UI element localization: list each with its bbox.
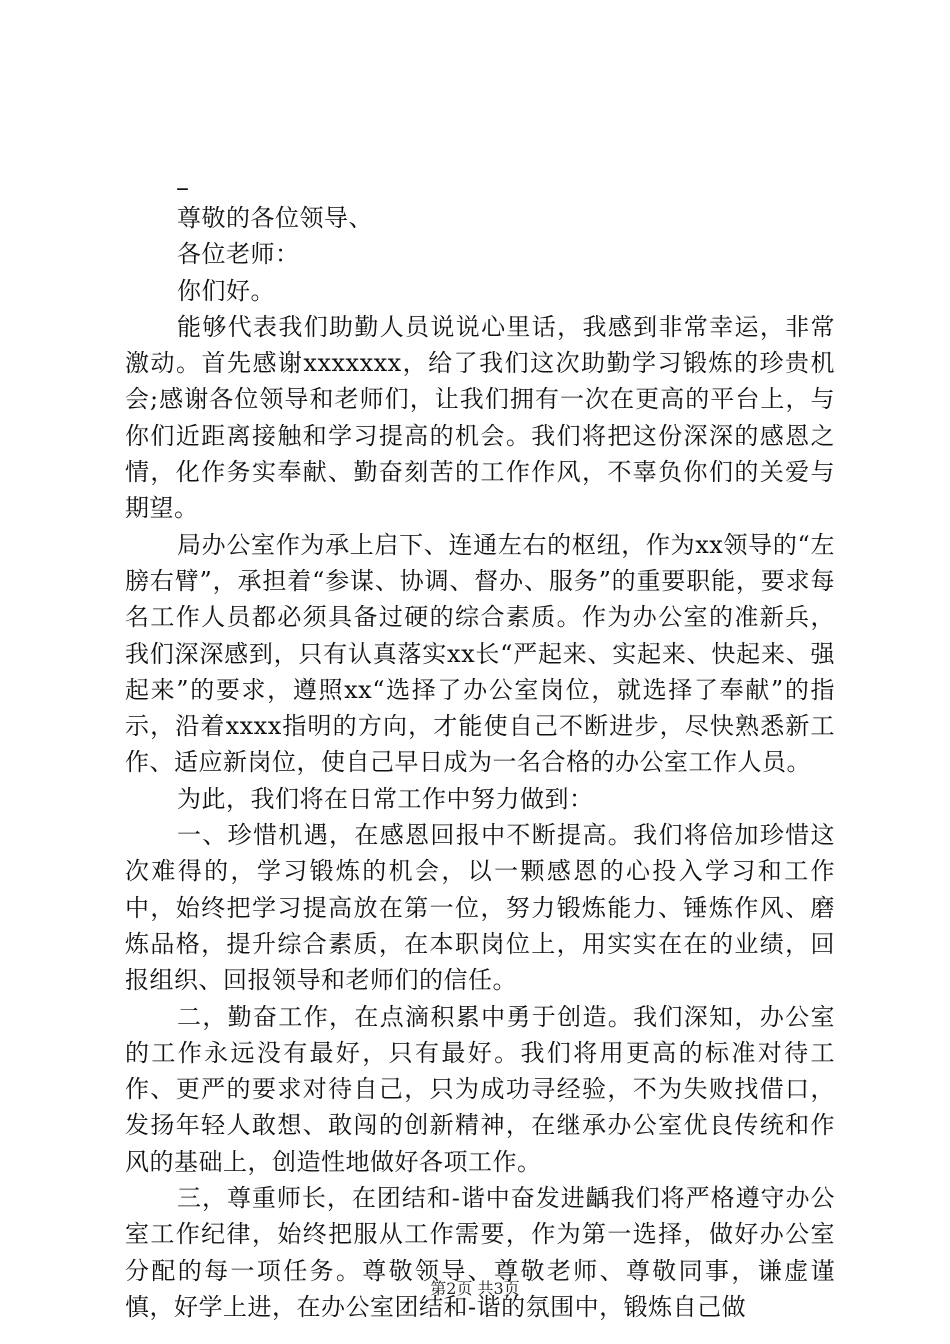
salutation-leaders: 尊敬的各位领导、 [177, 204, 373, 232]
header-dash: – [176, 173, 189, 203]
paragraph-point-three: 三，尊重师长，在团结和-谐中奋发进齲我们将严格遵守办公室工作纪律，始终把服从工作需要，作为第一选择，做好办公室分配的每一项任务。尊敬领导、尊敬老师、尊敬同事，谦虚谨慎，好学上进，在办公室团结和-谐的氛围中，锻炼自己做 [125, 1184, 835, 1321]
document-body [125, 200, 835, 1325]
paragraph-point-two: 二，勤奋工作，在点滴积累中勇于创造。我们深知，办公室的工作永远没有最好，只有最好。我们将用更高的标准对待工作、更严的要求对待自己，只为成功寻经验，不为失败找借口，发扬年轻人敢想、敢闯的创新精神，在继承办公室优良传统和作风的基础上，创造性地做好各项工作。 [125, 1002, 835, 1176]
paragraph-point-one: 一、珍惜机遇，在感恩回报中不断提高。我们将倍加珍惜这次难得的，学习锻炼的机会，以一颗感恩的心投入学习和工作中，始终把学习提高放在第一位，努力锻炼能力、锤炼作风、磨炼品格，提升综合素质，在本职岗位上，用实实在在的业绩，回报组织、回报领导和老师们的信任。 [125, 821, 835, 995]
greeting: 你们好。 [177, 276, 275, 305]
salutation-teachers: 各位老师： [177, 240, 300, 269]
page-footer: 第2页 共3页 [430, 1279, 520, 1298]
paragraph-commitment-intro: 为此，我们将在日常工作中努力做到： [177, 784, 594, 813]
paragraph-gratitude: 能够代表我们助勤人员说说心里话，我感到非常幸运，非常激动。首先感谢xxxxxxx，给了我们这次助勤学习锻炼的珍贵机会;感谢各位领导和老师们，让我们拥有一次在更高的平台上，与你们近距离接触和学习提高的机会。我们将把这份深深的感恩之情，化作务实奉献、勤奋刻苦的工作作风，不辜负你们的关爱与期望。 [125, 312, 835, 523]
paragraph-office-role: 局办公室作为承上启下、连通左右的枢纽，作为xx领导的“左膀右臂”，承担着“参谋、协调、督办、服务”的重要职能，要求每名工作人员都必须具备过硬的综合素质。作为办公室的准新兵，我们深深感到，只有认真落实xx长“严起来、实起来、快起来、强起来”的要求，遵照xx“选择了办公室岗位，就选择了奉献”的指示，沿着xxxx指明的方向，才能使自己不断进步，尽快熟悉新工作、适应新岗位，使自己早日成为一名合格的办公室工作人员。 [125, 530, 835, 777]
